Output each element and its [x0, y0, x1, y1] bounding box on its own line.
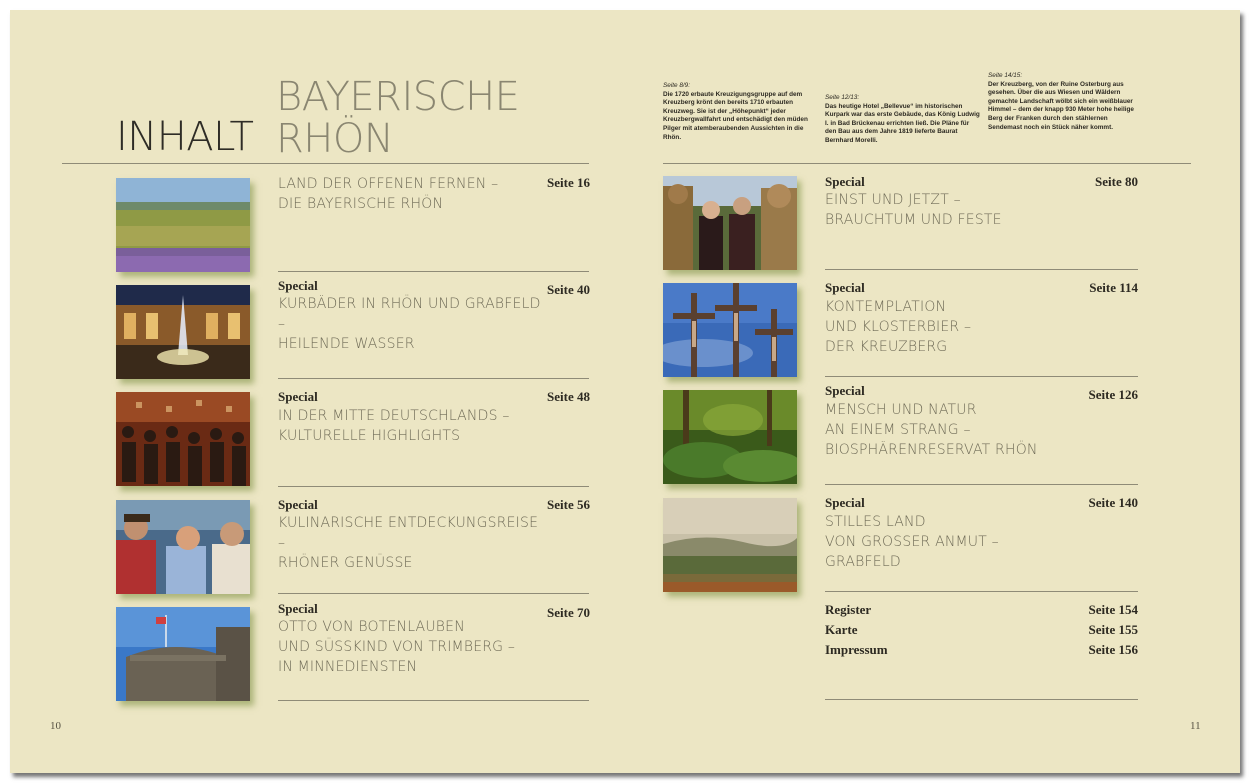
caption-3: [988, 72, 1143, 132]
index-impressum-page[interactable]: Seite 156: [1088, 642, 1138, 657]
entry-title-line: KURBÄDER IN RHÖN UND GRABFELD –: [278, 296, 541, 332]
index-register[interactable]: Register: [825, 602, 872, 617]
caption-ref: Seite 8/9:: [663, 82, 691, 89]
castle-tower-image: [116, 607, 250, 701]
entry-rule: [278, 593, 589, 594]
special-label: Special: [278, 278, 318, 293]
caption-2: [825, 94, 980, 146]
entry-rule: [278, 271, 589, 272]
caption-text: Die 1720 erbaute Kreuzigungsgruppe auf dem Kreuzberg krönt den bereits 1710 erbauten Kreuzweg. Sie ist der „Höhepunkt“ jeder Kreuzbergwallfahrt und entschädigt den müden Pilger mit atemberaubenden Aussichten in die Rhön.: [663, 90, 808, 141]
entry-page-5[interactable]: Seite 70: [547, 605, 590, 620]
misty-field-image: [663, 498, 797, 592]
entry-title-line: VON GROSSER ANMUT –: [825, 534, 999, 550]
photo-castle-tower: [116, 607, 250, 701]
orchestra-image: [116, 392, 250, 486]
entry-page-7[interactable]: Seite 114: [1089, 280, 1138, 295]
entry-rule: [278, 700, 589, 701]
entry-page-2[interactable]: Seite 40: [547, 282, 590, 297]
photo-three-crosses: [663, 283, 797, 377]
page-number-right: 11: [1190, 720, 1201, 732]
entry-title-1[interactable]: [278, 174, 548, 214]
entry-rule: [825, 484, 1138, 485]
caption-1: [663, 82, 818, 142]
special-label: Special: [825, 495, 865, 510]
special-label: Special: [825, 383, 865, 398]
header-rule-left: [62, 163, 589, 164]
title-line-2: RHÖN: [276, 116, 394, 162]
special-label: Special: [278, 601, 318, 616]
page-number-left: 10: [50, 720, 61, 732]
photo-misty-field: [663, 498, 797, 592]
entry-title-line: IN DER MITTE DEUTSCHLANDS –: [278, 408, 510, 424]
index-karte-page[interactable]: Seite 155: [1088, 622, 1138, 637]
entry-title-6[interactable]: [825, 190, 1095, 230]
entry-rule: [825, 591, 1138, 592]
entry-title-8[interactable]: [825, 400, 1095, 460]
entry-title-line: MENSCH UND NATUR: [825, 402, 977, 418]
photo-forest: [663, 390, 797, 484]
special-label: Special: [278, 497, 318, 512]
entry-rule: [278, 378, 589, 379]
page-title-region: [276, 76, 519, 160]
entry-rule: [825, 269, 1138, 270]
costumed-people-image: [663, 176, 797, 270]
entry-title-line: GRABFELD: [825, 554, 901, 570]
entry-title-4[interactable]: [278, 513, 548, 573]
photo-people-festival: [116, 500, 250, 594]
people-festival-image: [116, 500, 250, 594]
entry-title-line: DER KREUZBERG: [825, 339, 948, 355]
entry-title-line: RHÖNER GENÜSSE: [278, 555, 413, 571]
caption-ref: Seite 12/13:: [825, 94, 860, 101]
caption-text: Das heutige Hotel „Bellevue“ im historischen Kurpark war das erste Gebäude, das König Ludwig I. in Bad Brückenau errichten ließ. Die Pläne für den Bau aus dem Jahre 1819 lieferte Baurat Bernhard Morelli.: [825, 102, 980, 144]
entry-title-line: KULINARISCHE ENTDECKUNGSREISE –: [278, 515, 539, 551]
entry-page-1[interactable]: Seite 16: [547, 175, 590, 190]
entry-page-3[interactable]: Seite 48: [547, 389, 590, 404]
entry-title-line: LAND DER OFFENEN FERNEN –: [278, 176, 499, 192]
entry-title-line: AN EINEM STRANG –: [825, 422, 971, 438]
entry-page-9[interactable]: Seite 140: [1088, 495, 1138, 510]
forest-image: [663, 390, 797, 484]
photo-fountain-night: [116, 285, 250, 379]
landscape-meadow-image: [116, 178, 250, 272]
photo-costumed-people: [663, 176, 797, 270]
entry-title-line: EINST UND JETZT –: [825, 192, 961, 208]
entry-rule: [278, 486, 589, 487]
caption-ref: Seite 14/15:: [988, 72, 1023, 79]
index-karte[interactable]: Karte: [825, 622, 858, 637]
entry-title-line: BIOSPHÄRENRESERVAT RHÖN: [825, 442, 1038, 458]
fountain-night-image: [116, 285, 250, 379]
caption-text: Der Kreuzberg, von der Ruine Osterburg aus gesehen. Über die aus Wiesen und Wäldern gemachte Landschaft wölbt sich ein weißblauer Himmel – dem der knapp 930 Meter hohe heilige Berg der Franken durch den stählernen Sendemast noch ein Stück näher kommt.: [988, 80, 1134, 131]
entry-title-line: UND SÜSSKIND VON TRIMBERG –: [278, 639, 516, 655]
entry-title-line: KONTEMPLATION: [825, 299, 947, 315]
entry-title-5[interactable]: [278, 617, 548, 677]
photo-landscape-meadow: [116, 178, 250, 272]
special-label: Special: [825, 280, 865, 295]
entry-page-4[interactable]: Seite 56: [547, 497, 590, 512]
header-rule-right: [663, 163, 1191, 164]
index-impressum[interactable]: Impressum: [825, 642, 888, 657]
entry-rule: [825, 376, 1138, 377]
title-line-1: BAYERISCHE: [276, 74, 520, 120]
entry-title-7[interactable]: [825, 297, 1095, 357]
entry-title-line: KULTURELLE HIGHLIGHTS: [278, 428, 461, 444]
entry-title-line: STILLES LAND: [825, 514, 926, 530]
index-register-page[interactable]: Seite 154: [1088, 602, 1138, 617]
entry-page-6[interactable]: Seite 80: [1095, 174, 1138, 189]
entry-title-line: HEILENDE WASSER: [278, 336, 415, 352]
entry-title-line: UND KLOSTERBIER –: [825, 319, 972, 335]
entry-title-line: OTTO VON BOTENLAUBEN: [278, 619, 465, 635]
entry-title-3[interactable]: [278, 406, 548, 446]
three-crosses-image: [663, 283, 797, 377]
entry-page-8[interactable]: Seite 126: [1088, 387, 1138, 402]
entry-title-2[interactable]: [278, 294, 548, 354]
special-label: Special: [278, 389, 318, 404]
entry-title-line: BRAUCHTUM UND FESTE: [825, 212, 1002, 228]
page-title-inhalt: INHALT: [116, 114, 254, 160]
entry-title-line: DIE BAYERISCHE RHÖN: [278, 196, 444, 212]
book-spread: [10, 10, 1240, 773]
entry-title-9[interactable]: [825, 512, 1095, 572]
entry-title-line: IN MINNEDIENSTEN: [278, 659, 418, 675]
photo-orchestra: [116, 392, 250, 486]
entry-rule: [825, 699, 1138, 700]
special-label: Special: [825, 174, 865, 189]
